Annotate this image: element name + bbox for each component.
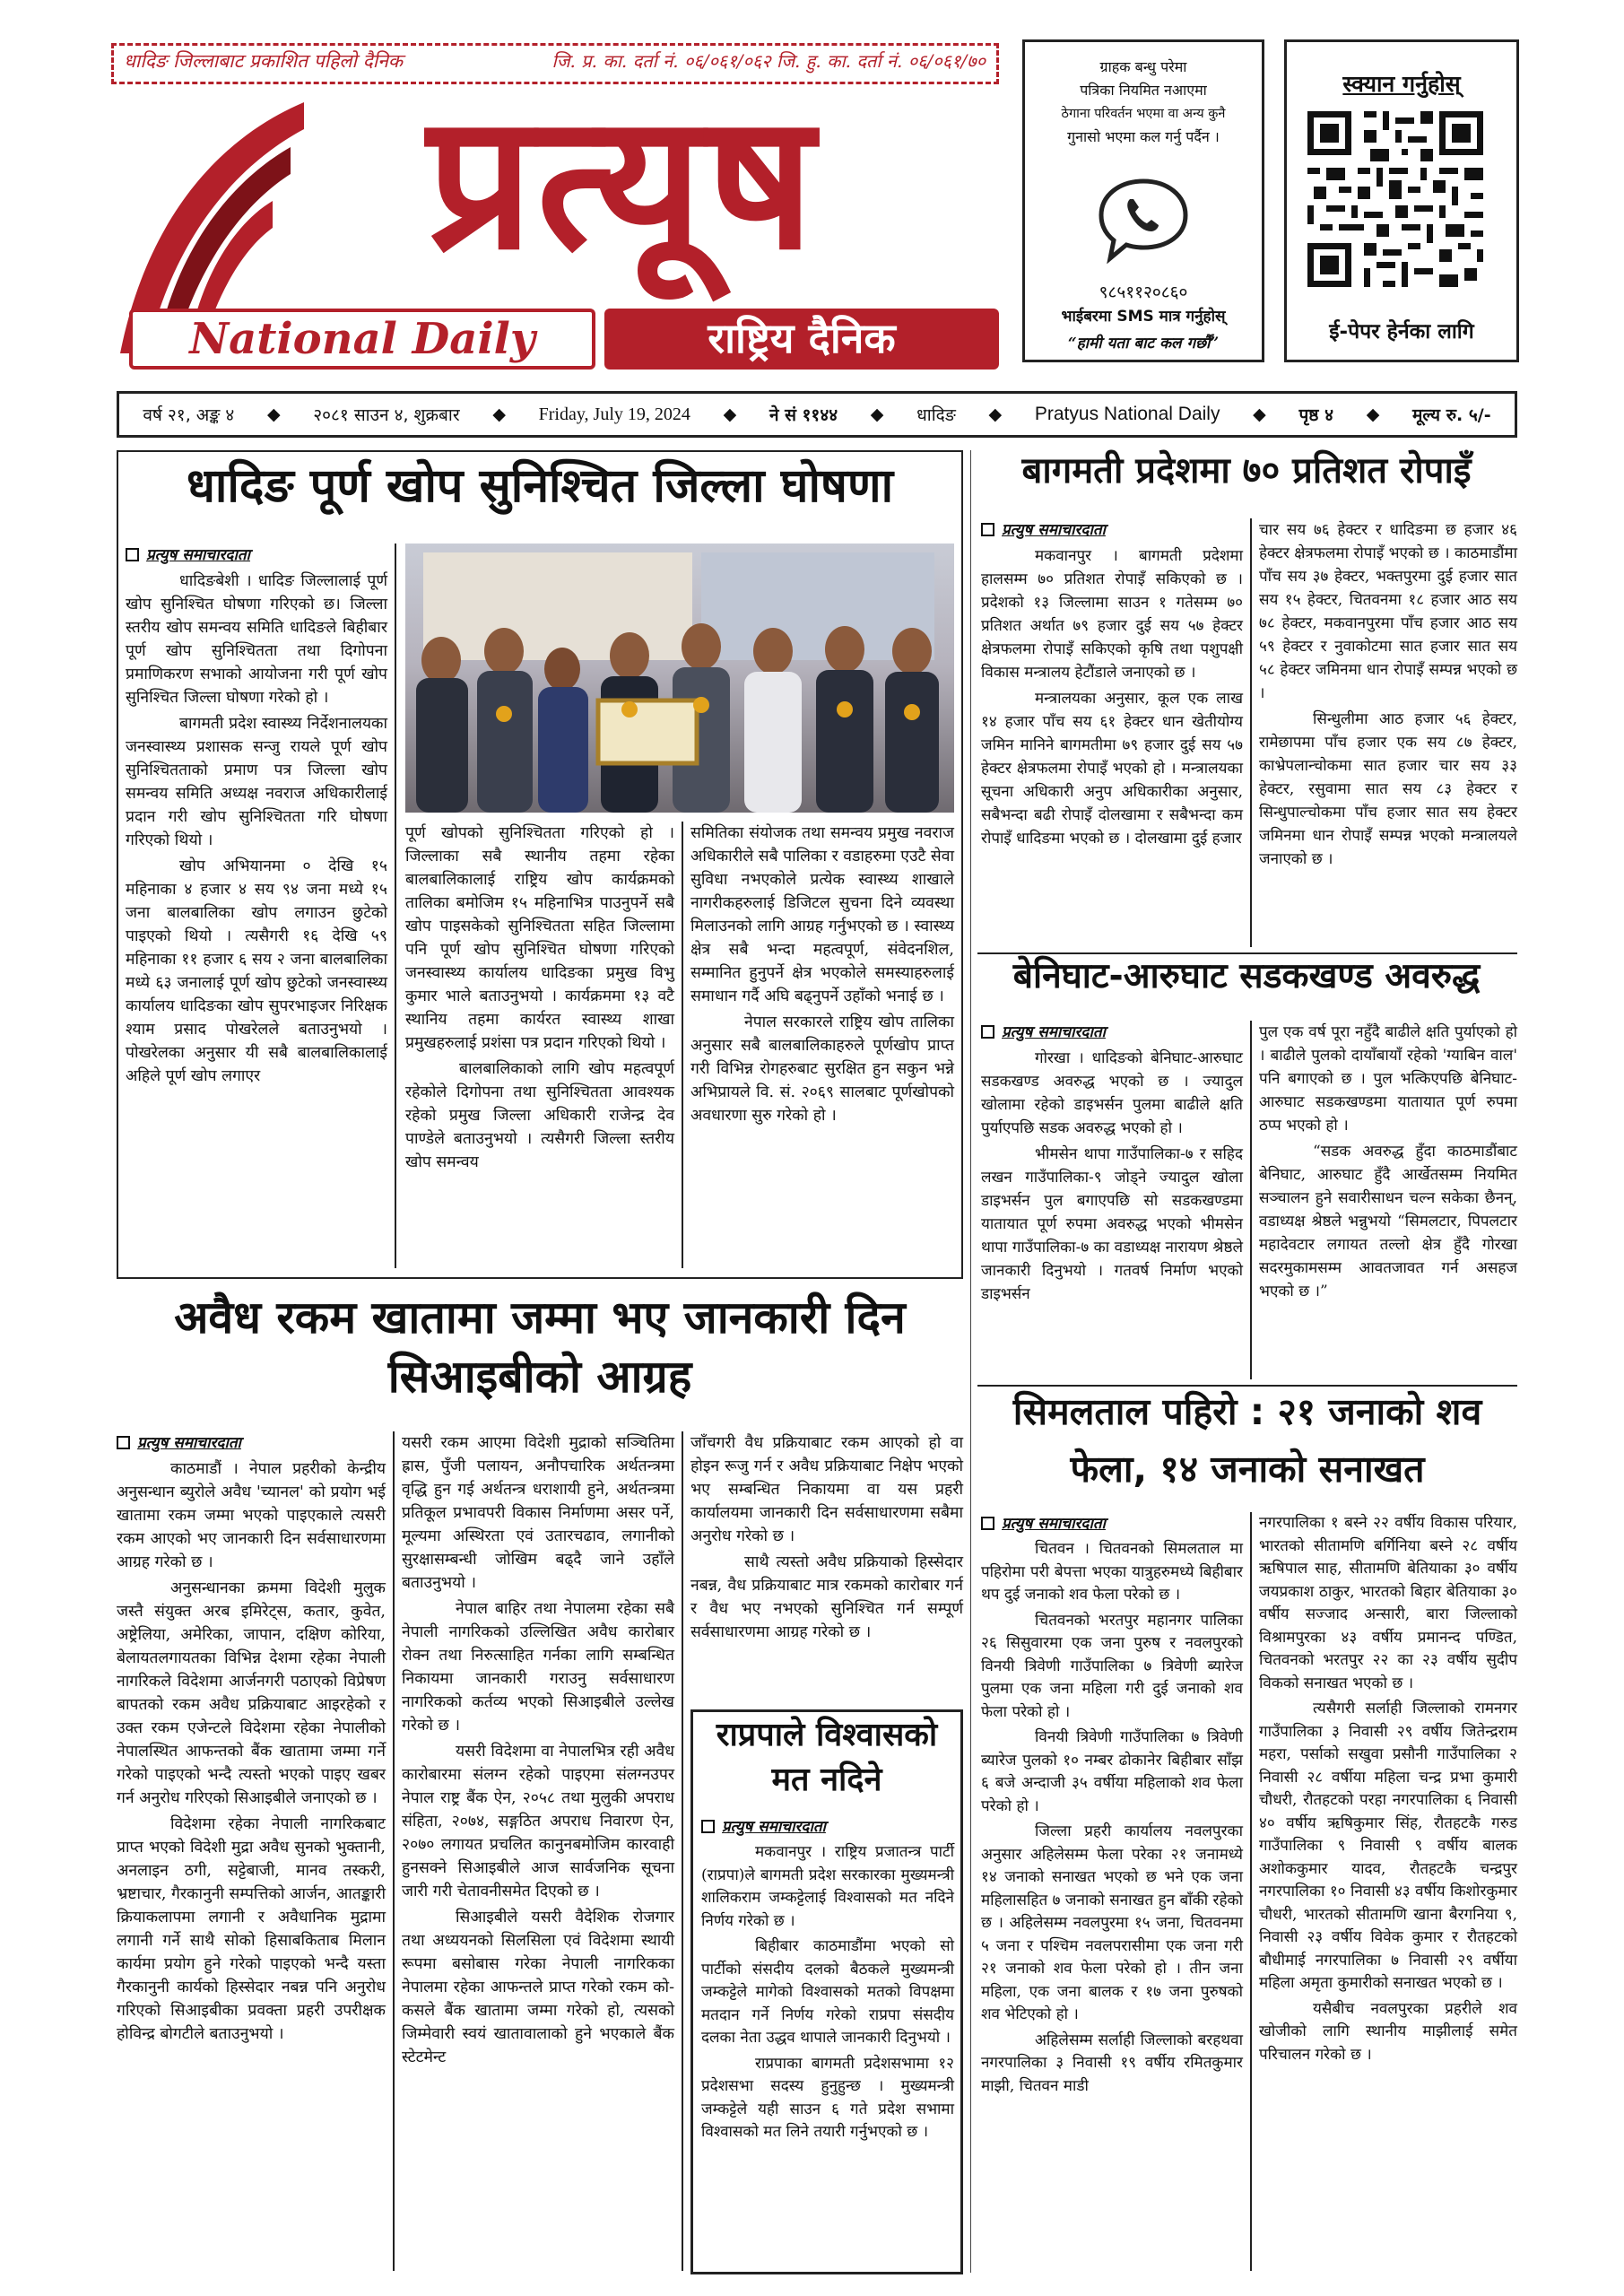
cib-para-2: अनुसन्धानका क्रममा विदेशी मुलुक जस्तै संयुक्त अरब इमिरेट्स, कतार, कुवेत, अष्ट्रेलिया, अमेरिका, जापान, दक्षिण कोरिया, बेलायतलगायतका विभिन्न देशमा रहेका नेपाली नागरिकले विदेशमा आर्जनगरी पठाएको विप्रेषण बापतको रकम अवैध प्रक्रियाबाट आइरहेको र उक्त रकम एजेन्टले विदेशमा रहेका नेपालीको नेपालस्थित आफन्तको बैंक खातामा जम्मा गर्ने गरेको पाइएको भन्दै त्यस्तो भएको पाइए खबर गर्न अनुरोध गरिएको सिआइबीले जनाएको छ ।	[117, 1579, 386, 1807]
vaccine-col1	[126, 544, 387, 1270]
masthead	[111, 39, 999, 380]
landslide-col2-text	[1259, 1512, 1517, 2066]
byline-box-icon	[117, 1436, 130, 1449]
cib-byline-text: प्रत्युष समाचारदाता	[137, 1434, 241, 1452]
qr-code-icon	[1307, 111, 1483, 287]
bagmati-bottom-rule	[977, 952, 1517, 954]
byline-box-icon	[981, 1025, 994, 1039]
rpp-body	[701, 1815, 954, 2271]
dateline-page: पृष्ठ ४	[1298, 405, 1333, 425]
landslide-col2	[1259, 1512, 1517, 2274]
rpp-text	[701, 1841, 954, 2144]
cib-para-9: साथै त्यस्तो अवैध प्रक्रियाको हिस्सेदार नबन्न, वैध प्रक्रियाबाट मात्र रकमको कारोबार गर्न र वैध भए नभएको सुनिश्चित गर्न सम्पूर्ण सर्वसाधारणमा आग्रह गरेको छ ।	[690, 1553, 963, 1641]
vaccine-photo	[405, 544, 954, 813]
cib-headline-line-1: अवैध रकम खातामा जम्मा भए जानकारी दिन	[174, 1292, 906, 1344]
logo-tag: राष्ट्रिय दैनिक	[604, 309, 999, 370]
cib-para-8: जाँचगरी वैध प्रक्रियाबाट रकम आएको हो वा होइन रूजु गर्न र अवैध प्रक्रियाबाट निक्षेप भएको भए सम्बन्धित निकायमा वा यस प्रहरी कार्यालयमा जानकारी दिन सर्वसाधारणमा सबैमा अनुरोध गरेको छ ।	[690, 1434, 963, 1545]
vaccine-col-rule-1	[395, 544, 396, 1268]
logo-devanagari: प्रत्यूष	[427, 74, 818, 291]
cib-para-5: नेपाल बाहिर तथा नेपालमा रहेका सबै नेपाली नागरिकको उल्लिखित अवैध कारोबार रोक्न तथा निरुत्साहित गर्नका लागि सम्बन्धित निकायमा जानकारी गराउनु सर्वसाधारण नागरिकको कर्तव्य भएको सिआइबीले उल्लेख गरेको छ ।	[402, 1600, 674, 1735]
landslide-para-7: त्यसैगरी सर्लाही जिल्लाको रामनगर गाउँपालिका ३ निवासी २९ वर्षीय जितेन्द्रराम महरा, पर्साको सखुवा प्रसौनी गाउँपालिका २ निवासी २८ वर्षीया महिला चन्द्र प्रभा कुमारी चौधरी, रौतहटको परहा नगरपालिका ६ निवासी ४० वर्षीय ऋषिकुमार सिंह, रौतहटकै गरुड गाउँपालिका ९ निवासी ९ वर्षीय बालक अशोककुमार यादव, रौतहटकै चन्द्रपुर नगरपालिका १० निवासी ४३ वर्षीय किशोरकुमार चौधरी, भारतको सीतामणि खाना बैरगनिया ९, निवासी २३ वर्षीय विवेक कुमार र रौतहटको बौधीमाई नगरपालिका ७ निवासी २९ वर्षीया महिला अमृता कुमारीको सनाखत भएको छ ।	[1259, 1700, 1517, 1992]
logo-english: National Daily	[129, 309, 595, 370]
dateline-volume: वर्ष २१, अङ्क ४	[143, 405, 235, 425]
cib-col1-text	[117, 1457, 386, 2046]
rpp-byline-text: प्रत्युष समाचारदाता	[722, 1818, 826, 1836]
vaccine-para-2: बागमती प्रदेश स्वास्थ्य निर्देशनालयका जनस्वास्थ्य प्रशासक सन्जु रायले पूर्ण खोप सुनिश्चितताको प्रमाण पत्र जिल्ला खोप समन्वय समिति अध्यक्ष नवराज अधिकारीलाई प्रदान गरी खोप सुनिश्चितता गरि घोषणा गरिएको थियो ।	[126, 715, 387, 849]
dateline-sep-icon: ◆	[988, 404, 1003, 424]
landslide-byline-text: प्रत्युष समाचारदाता	[1002, 1515, 1106, 1533]
dateline-paper-name: Pratyus National Daily	[1034, 404, 1220, 424]
benighat-para-1: गोरखा । धादिङको बेनिघाट-आरुघाट सडकखण्ड अवरुद्ध भएको छ । ज्यादुल खोलामा रहेको डाइभर्सन पुलमा बाढीले क्षति पुर्याएपछि सडक अवरुद्ध भएको हो ।	[981, 1049, 1243, 1137]
dateline-sep-icon: ◆	[1366, 404, 1380, 424]
benighat-byline	[981, 1021, 1243, 1041]
notice-line-4: गुनासो भएमा कल गर्नु पर्दैन ।	[1067, 128, 1220, 145]
cib-para-3: विदेशमा रहेका नेपाली नागरिकबाट प्राप्त भएको विदेशी मुद्रा अवैध सुनको भुक्तानी, अनलाइन ठगी, सट्टेबाजी, मानव तस्करी, भ्रष्टाचार, गैरकानुनी सम्पत्तिको आर्जन, आतङ्कारी क्रियाकलापमा लगानी र अवैधानिक मुद्रामा लगानी गर्ने साथै सोको हिसाबकिताब मिलान कार्यमा प्रयोग हुने गरेको पाइएको भन्दै यस्ता गैरकानुनी कार्यको हिस्सेदार नबन्न पनि अनुरोध गरिएको सिआइबीका प्रवक्ता प्रहरी उपरीक्षक होविन्द्र बोगटीले बताउनुभयो ।	[117, 1815, 386, 2043]
bagmati-para-4: सिन्धुलीमा आठ हजार ५६ हेक्टर, रामेछापमा पाँच हजार एक सय ८७ हेक्टर, काभ्रेपलान्चोकमा सात हजार चार सय ३३ हेक्टर, रसुवामा सात सय ८३ हेक्टर र सिन्धुपाल्चोकमा पाँच हजार सात सय हेक्टर जमिनमा धान रोपाइँ सम्पन्न भएको मन्त्रालयले जनाएको छ ।	[1259, 710, 1517, 868]
dateline-sep-icon: ◆	[870, 404, 884, 424]
notice-line-2: पत्रिका नियमित नआएमा	[1080, 82, 1207, 99]
vaccine-col-rule-2	[682, 822, 683, 1268]
benighat-byline-text: प्रत्युष समाचारदाता	[1002, 1023, 1106, 1041]
vaccine-para-1: धादिङबेशी । धादिङ जिल्लालाई पूर्ण खोप सुनिश्चित घोषणा गरिएको छ। जिल्ला स्तरीय खोप समन्वय समिति धादिङले बिहीबार पूर्ण खोप सुनिश्चितता तथा दिगोपना प्रमाणिकरण सभाको आयोजना गरी पूर्ण खोप सुनिश्चित जिल्ला घोषणा गरेको हो ।	[126, 572, 387, 707]
dateline-sep-icon: ◆	[1253, 404, 1266, 424]
cib-para-7: सिआइबीले यसरी वैदेशिक रोजगार तथा अध्ययनको सिलसिला एवं विदेशमा स्थायी रूपमा बसोबास गरेका नेपाली नागरिकका नेपालमा रहेका आफन्तले प्राप्त गरेको रकम को-कसले बैंक खातामा जम्मा गरेको हो, त्यसको जिम्मेवारी स्वयं खातावालाको हुने भएकाले बैंक स्टेटमेन्ट	[402, 1909, 674, 2066]
byline-box-icon	[981, 1517, 994, 1530]
landslide-para-2: चितवनको भरतपुर महानगर पालिका २६ सिसुवारमा एक जना पुरुष र नवलपुरको विनयी त्रिवेणी गाउँपालिका ७ त्रिवेणी ब्यारेज पुलमा एक जना महिला गरी दुई जनाको शव फेला परेको हो ।	[981, 1611, 1243, 1721]
rpp-para-1: मकवानपुर । राष्ट्रिय प्रजातन्त्र पार्टी (राप्रपा)ले बागमती प्रदेश सरकारका मुख्यमन्त्री शालिकराम जम्कट्टेलाई विश्वासको मत नदिने निर्णय गरेको छ ।	[701, 1843, 954, 1930]
cib-col3-text	[690, 1431, 963, 1644]
bagmati-para-1: मकवानपुर । बागमती प्रदेशमा हालसम्म ७० प्रतिशत रोपाइँ सकिएको छ । प्रदेशको १३ जिल्लामा साउन १ गतेसम्म ७० प्रतिशत अर्थात ७९ हजार दुई सय ५७ हेक्टर क्षेत्रफलमा रोपाइँ सकिएको कृषि तथा पशुपक्षी विकास मन्त्रालय हेटौंडाले जनाएको छ ।	[981, 547, 1243, 682]
cib-byline	[117, 1431, 386, 1452]
bagmati-col2-text	[1259, 518, 1517, 871]
dateline-sep-icon: ◆	[266, 404, 281, 424]
cib-col2-text	[402, 1431, 674, 2069]
landslide-col-rule	[1250, 1512, 1252, 2271]
bagmati-col2	[1259, 518, 1517, 949]
cib-col2	[402, 1431, 674, 2274]
notice-line-3: ठेगाना परिवर्तन भएमा वा अन्य कुनै	[1061, 107, 1226, 121]
notice-sms: भाईबरमा SMS मात्र गर्नुहोस्	[1061, 308, 1226, 326]
rpp-para-2: बिहीबार काठमाडौंमा भएको सो पार्टीको संसदीय दलको बैठकले मुख्यमन्त्री जम्कट्टेले मागेको विश्वासको मतको विपक्षमा मतदान गर्ने निर्णय गरेको राप्रपा संसदीय दलका नेता उद्धव थापाले जानकारी दिनुभयो ।	[701, 1937, 954, 2047]
bagmati-para-3: चार सय ७६ हेक्टर र धादिङमा छ हजार ४६ हेक्टर क्षेत्रफलमा रोपाइँ भएको छ । काठमाडौंमा पाँच सय ३७ हेक्टर, भक्तपुरमा दुई हजार सात सय १५ हेक्टर, चितवनमा १८ हजार आठ सय ७८ हेक्टर, मकवानपुरमा पाँच हजार आठ सय ५९ हेक्टर र नुवाकोटमा सात हजार सात सय ५८ हेक्टर जमिनमा धान रोपाइँ सम्पन्न भएको छ ।	[1259, 521, 1517, 702]
vaccine-para-5: बालबालिकाको लागि खोप महत्वपूर्ण रहेकोले दिगोपना तथा सुनिश्चितता आवश्यक रहेको प्रमुख जिल्ला अधिकारी राजेन्द्र देव पाण्डेले बताउनुभयो । त्यसैगरी जिल्ला स्तरीय खोप समन्वय	[405, 1060, 674, 1171]
benighat-para-2: भीमसेन थापा गाउँपालिका-७ र सहिद लखन गाउँपालिका-९ जोड्ने ज्यादुल खोला डाइभर्सन पुल बगाएपछि सो सडकखण्डमा यातायात पूर्ण रुपमा अवरुद्ध भएको भीमसेन थापा गाउँपालिका-७ का वडाध्यक्ष नारायण श्रेष्ठले जानकारी दिनुभयो । गतवर्ष निर्माण भएको डाइभर्सन	[981, 1145, 1243, 1303]
vaccine-para-7: नेपाल सरकारले राष्ट्रिय खोप तालिका अनुसार सबै बालबालिकाहरुले पूर्णखोप प्राप्त गरी विभिन्न रोगहरुबाट सुरक्षित हुन सकुन भन्ने अभिप्रायले वि. सं. २०६९ सालबाट पूर्णखोपको अवधारणा सुरु गरेको हो ।	[690, 1013, 954, 1125]
vaccine-para-3: खोप अभियानमा ० देखि १५ महिनाका ४ हजार ४ सय ९४ जना मध्ये १५ जना बालबालिका खोप लगाउन छुटेको पाइएको थियो । त्यसैगरी १६ देखि ५९ महिनाका ११ हजार ६ सय २ जना बालबालिका मध्ये ६३ जनालाई पूर्ण खोप छुटेको जनस्वास्थ्य कार्यालय धादिङका खोप सुपरभाइजर निरिक्षक श्याम प्रसाद पोखरेलले बताउनुभयो । पोखरेलका अनुसार यी सबै बालबालिकालाई अहिले पूर्ण खोप लगाएर	[126, 857, 387, 1085]
dateline-place: धादिङ	[916, 405, 956, 425]
benighat-col2-text	[1259, 1021, 1517, 1303]
cib-col-rule-2	[682, 1431, 683, 2271]
vaccine-byline-text: प्रत्युष समाचारदाता	[146, 546, 250, 564]
landslide-para-3: विनयी त्रिवेणी गाउँपालिका ७ त्रिवेणी ब्यारेज पुलको १० नम्बर ढोकानेर बिहीबार साँझ ६ बजे अन्दाजी ३५ वर्षीया महिलाको शव फेला परेको हो ।	[981, 1728, 1243, 1815]
dateline-sep-icon: ◆	[723, 404, 737, 424]
benighat-headline: बेनिघाट-आरुघाट सडकखण्ड अवरुद्ध	[1012, 956, 1481, 996]
benighat-bottom-rule	[977, 1385, 1517, 1387]
benighat-col2	[1259, 1021, 1517, 1383]
dateline-price: मूल्य रु. ५/-	[1412, 405, 1491, 425]
vaccine-col2-text	[405, 822, 674, 1174]
landslide-byline	[981, 1512, 1243, 1533]
rpp-headline-line-1: राप्रपाले विश्वासको	[716, 1717, 938, 1753]
bagmati-col1-text	[981, 544, 1243, 850]
benighat-para-4: “सडक अवरुद्ध हुँदा काठमाडौंबाट बेनिघाट, आरुघाट हुँदै आर्खेतसम्म नियमित सञ्चालन हुने सवारीसाधन चल्न सकेका छैनन्, वडाध्यक्ष श्रेष्ठले भन्नुभयो “सिमलटार, पिपलटार महादेवटार लगायत तल्लो क्षेत्र हुँदै गोरखा सदरमुकामसम्म आवतजावत गर्न असहज भएको छ ।”	[1259, 1143, 1517, 1300]
cib-headline-line-2: सिआइबीको आग्रह	[387, 1351, 692, 1403]
bagmati-byline	[981, 518, 1243, 539]
benighat-col1-text	[981, 1047, 1243, 1306]
notice-line-1: ग्राहक बन्धु परेमा	[1099, 58, 1187, 75]
vaccine-photo-scene	[405, 544, 954, 813]
benighat-col-rule	[1250, 1021, 1252, 1379]
vaccine-col2	[405, 822, 674, 1270]
landslide-para-4: जिल्ला प्रहरी कार्यालय नवलपुरका अनुसार अहिलेसम्म फेला परेका २१ जनामध्ये १४ जनाको सनाखत भएको छ भने एक जना महिलासहित ७ जनाको सनाखत हुन बाँकी रहेको छ । अहिलेसम्म नवलपुरमा १५ जना, चितवनमा ५ जना र पश्चिम नवलपरासीमा एक जना गरी २१ जनाको शव फेला परेको हो । तीन जना महिला, एक जना बालक र १७ जना पुरुषको शव भेटिएको हो ।	[981, 1822, 1243, 2023]
benighat-col1	[981, 1021, 1243, 1383]
bagmati-para-2: मन्त्रालयका अनुसार, कूल एक लाख १४ हजार पाँच सय ६१ हेक्टर धान खेतीयोग्य जमिन मानिने बागमतीमा ७९ हजार दुई सय ५७ हेक्टर क्षेत्रफलमा रोपाइँ भएको हो । मन्त्रालयका सूचना अधिकारी अनुप अधिकारीका अनुसार, सबैभन्दा बढी रोपाइँ दोलखामा र सबैभन्दा कम रोपाइँ धादिङमा भएको छ । दोलखामा दुई हजार	[981, 690, 1243, 848]
notice-text	[1031, 56, 1255, 163]
cib-col1	[117, 1431, 386, 2274]
rpp-byline	[701, 1815, 954, 1836]
notice-tagline: “हामी यता बाट कल गर्छौं”	[1067, 335, 1220, 352]
bagmati-col-rule	[1250, 518, 1252, 947]
viber-phone-icon	[1094, 176, 1193, 264]
bagmati-col1	[981, 518, 1243, 949]
landslide-headline-line-1: सिमलताल पहिरो : २१ जनाको शव	[1012, 1390, 1482, 1433]
byline-box-icon	[701, 1820, 715, 1833]
vaccine-para-6: समितिका संयोजक तथा समन्वय प्रमुख नवराज अधिकारीले सबै पालिका र वडाहरुमा एउटै सेवा सुविधा नभएकोले प्रत्येक स्वास्थ्य शाखाले नागरीकहरुलाई डिजिटल सुचना दिने व्यवस्था मिलाउनको लागि आग्रह गर्नुभएको छ । स्वास्थ्य क्षेत्र सबै भन्दा महत्वपूर्ण, संवेदनशिल, सम्मानित हुनुपर्ने क्षेत्र भएकोले समस्याहरुलाई समाधान गर्दै अघि बढ्नुपर्ने उहाँको भनाई छ ।	[690, 824, 954, 1005]
dateline-sep-icon: ◆	[492, 404, 506, 424]
vaccine-para-4: पूर्ण खोपको सुनिश्चितता गरिएको हो । जिल्लाका सबै स्थानीय तहमा रहेका बालबालिकालाई राष्ट्रिय खोप कार्यक्रमको तालिका बमोजिम १५ महिनाभित्र पाउनुपर्ने सबै खोप पाइसकेको सुनिश्चितता सहित जिल्लामा पनि पूर्ण खोप सुनिश्चित घोषणा गरिएको जनस्वास्थ्य कार्यालय धादिङका प्रमुख विभु कुमार भाले बताउनुभयो । कार्यक्रममा १३ वटै स्थानिय तहमा कार्यरत स्वास्थ्य शाखा प्रमुखहरुलाई प्रशंसा पत्र प्रदान गरिएको थियो ।	[405, 824, 674, 1052]
rpp-para-3: राप्रपाका बागमती प्रदेशसभामा १२ प्रदेशसभा सदस्य हुनुहुन्छ । मुख्यमन्त्री जम्कट्टेले यही साउन ६ गते प्रदेश सभामा विश्वासको मत लिने तयारी गर्नुभएको छ ।	[701, 2054, 954, 2141]
bagmati-byline-text: प्रत्युष समाचारदाता	[1002, 521, 1106, 539]
qr-title: स्क्यान गर्नुहोस्	[1342, 71, 1461, 97]
section-divider	[970, 450, 971, 2273]
dateline-nepal-sambat: ने सं ११४४	[769, 405, 838, 425]
cib-col-rule-1	[393, 1431, 395, 2271]
bagmati-headline: बागमती प्रदेशमा ७० प्रतिशत रोपाइँ	[1021, 450, 1472, 491]
landslide-para-5: अहिलेसम्म सर्लाही जिल्लाको बरहथवा नगरपालिका ३ निवासी १९ वर्षीय रमितकुमार माझी, चितवन माडी	[981, 2031, 1243, 2095]
cib-col3	[690, 1431, 963, 1700]
cib-para-4: यसरी रकम आएमा विदेशी मुद्राको सञ्चितिमा ह्रास, पुँजी पलायन, अनौपचारिक अर्थतन्त्रमा वृद्धि हुन गई अर्थतन्त्र धराशायी हुने, अर्थतन्त्रमा प्रतिकूल प्रभावपरी विकास निर्माणमा असर पर्ने, मूल्यमा अस्थिरता एवं उतारचढाव, लगानीको सुरक्षासम्बन्धी जोखिम बढ्दै जाने उहाँले बताउनुभयो ।	[402, 1434, 674, 1592]
landslide-para-8: यसैबीच नवलपुरका प्रहरीले शव खोजीको लागि स्थानीय माझीलाई समेत परिचालन गरेको छ ।	[1259, 1999, 1517, 2064]
notice-phone: ९८५११२०८६०	[1099, 283, 1188, 302]
landslide-para-6: नगरपालिका १ बस्ने २२ वर्षीय विकास परियार, भारतको सीतामणि बर्गिनिया बस्ने २८ वर्षीय ऋषिपाल साह, सीतामणि बेतियाका ३० वर्षीय जयप्रकाश ठाकुर, भारतको बिहार बेतियाका ३० वर्षीय सज्जाद अन्सारी, बारा जिल्लाको विश्रामपुरका ४३ वर्षीय प्रमानन्द पण्डित, चितवनको भरतपुर २२ का २३ वर्षीय सुदीप विकको सनाखत भएको छ ।	[1259, 1514, 1517, 1692]
benighat-para-3: पुल एक वर्ष पूरा नहुँदै बाढीले क्षति पुर्याएको हो । बाढीले पुलको दायाँबायाँ रहेको 'ग्याबिन वाल' पनि बगाएको छ । पुल भत्किएपछि बेनिघाट-आरुघाट सडकखण्डमा यातायात पूर्ण रुपमा ठप्प भएको हो ।	[1259, 1023, 1517, 1135]
dateline-nepali-date: २०८१ साउन ४, शुक्रबार	[313, 405, 460, 425]
landslide-para-1: चितवन । चितवनको सिमलताल मा पहिरोमा परी बेपत्ता भएका यात्रुहरुमध्ये बिहीबार थप दुई जनाको शव फेला परेको छ ।	[981, 1540, 1243, 1604]
dateline-english-date: Friday, July 19, 2024	[538, 404, 690, 424]
rpp-headline-line-2: मत नदिने	[771, 1761, 882, 1798]
cib-para-6: यसरी विदेशमा वा नेपालभित्र रही अवैध कारोबारमा संलग्न रहेको पाइएमा संलग्नउपर नेपाल राष्ट्र बैंक ऐन, २०५८ तथा मुलुकी अपराध संहिता, २०७४, सङ्गठित अपराध निवारण ऐन, २०७० लगायत प्रचलित कानुनबमोजिम कारवाही हुनसक्ने सिआइबीले आज सार्वजनिक सूचना जारी गरी चेतावनीसमेत दिएको छ ।	[402, 1743, 674, 1900]
masthead-strip-right: जि. प्र. का. दर्ता नं. ०६/०६१/०६२ जि. हु. का. दर्ता नं. ०६/०६१/७०	[551, 50, 986, 72]
byline-box-icon	[126, 548, 139, 561]
masthead-strip-left: धादिङ जिल्लाबाट प्रकाशित पहिलो दैनिक	[124, 50, 403, 72]
byline-box-icon	[981, 523, 994, 536]
vaccine-byline	[126, 544, 387, 564]
qr-caption: ई-पेपर हेर्नका लागि	[1329, 320, 1474, 344]
vaccine-headline: धादिङ पूर्ण खोप सुनिश्चित जिल्ला घोषणा	[186, 459, 894, 513]
vaccine-col3	[690, 822, 954, 1270]
cib-para-1: काठमाडौं । नेपाल प्रहरीको केन्द्रीय अनुसन्धान ब्युरोले अवैध 'च्यानल' को प्रयोग भई खातामा रकम जम्मा भएको पाइएकाले त्यसरी रकम आएको भए जानकारी दिन सर्वसाधारणमा आग्रह गरेको छ ।	[117, 1460, 386, 1571]
landslide-col1	[981, 1512, 1243, 2274]
landslide-col1-text	[981, 1538, 1243, 2098]
vaccine-col3-text	[690, 822, 954, 1127]
vaccine-col1-text	[126, 570, 387, 1088]
landslide-headline-line-2: फेला, १४ जनाको सनाखत	[1070, 1448, 1425, 1491]
dateline	[117, 391, 1517, 438]
